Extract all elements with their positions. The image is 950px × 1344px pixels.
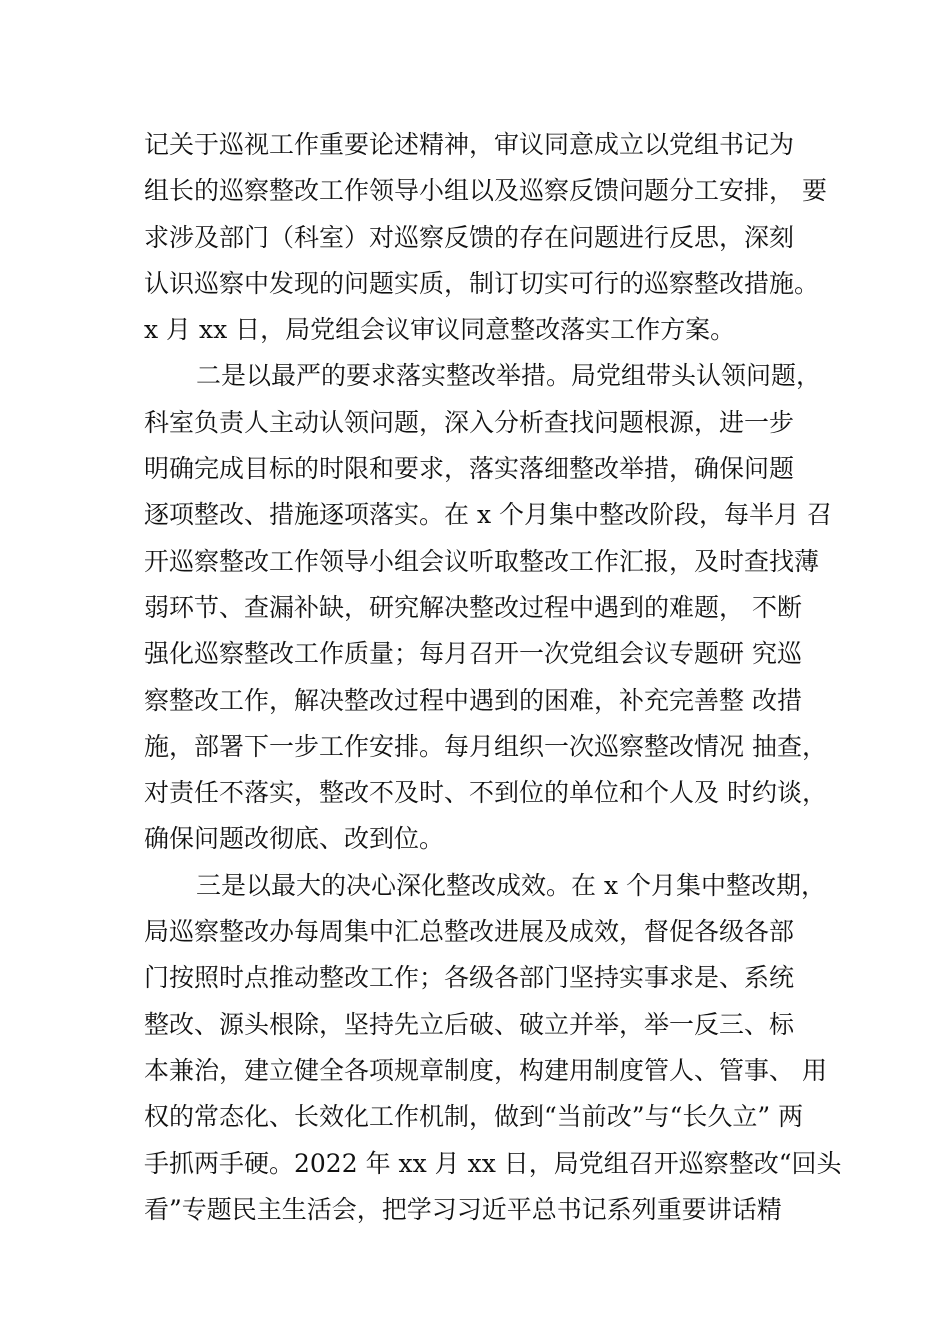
text-line: 强化巡察整改工作质量；每月召开一次党组会议专题研 究巡 xyxy=(144,639,802,669)
text-line: 权的常态化、长效化工作机制，做到“当前改”与“长久立” 两 xyxy=(144,1102,804,1132)
text-line: 明确完成目标的时限和要求，落实落细整改举措，确保问题 xyxy=(144,454,795,484)
text-line: 局巡察整改办每周集中汇总整改进展及成效，督促各级各部 xyxy=(144,917,795,947)
text-line: 逐项整改、措施逐项落实。在 x 个月集中整改阶段，每半月 召 xyxy=(144,500,832,530)
text-line: x 月 xx 日，局党组会议审议同意整改落实工作方案。 xyxy=(144,315,736,345)
text-line: 开巡察整改工作领导小组会议听取整改工作汇报，及时查找薄 xyxy=(144,546,820,576)
text-line: 弱环节、查漏补缺，研究解决整改过程中遇到的难题， 不断 xyxy=(144,592,802,622)
text-line: 对责任不落实，整改不及时、不到位的单位和个人及 时约谈， xyxy=(144,778,827,808)
text-line: 手抓两手硬。2022 年 xx 月 xx 日，局党组召开巡察整改“回头 xyxy=(144,1148,842,1178)
paragraph-start-line: 二是以最严的要求落实整改举措。局党组带头认领问题， xyxy=(196,361,822,391)
text-line: 求涉及部门（科室）对巡察反馈的存在问题进行反思，深刻 xyxy=(144,222,795,252)
document-body xyxy=(144,122,844,1233)
paragraph-start-line: 三是以最大的决心深化整改成效。在 x 个月集中整改期， xyxy=(196,870,826,900)
text-line: 组长的巡察整改工作领导小组以及巡察反馈问题分工安排， 要 xyxy=(144,176,827,206)
text-line: 门按照时点推动整改工作；各级各部门坚持实事求是、系统 xyxy=(144,963,795,993)
text-line: 确保问题改彻底、改到位。 xyxy=(144,824,445,854)
text-line: 施，部署下一步工作安排。每月组织一次巡察整改情况 抽查， xyxy=(144,731,827,761)
text-line: 记关于巡视工作重要论述精神，审议同意成立以党组书记为 xyxy=(144,130,795,159)
text-line: 察整改工作，解决整改过程中遇到的困难，补充完善整 改措 xyxy=(144,685,802,715)
text-line: 看”专题民主生活会，把学习习近平总书记系列重要讲话精 xyxy=(144,1194,782,1224)
text-line: 整改、源头根除，坚持先立后破、破立并举，举一反三、标 xyxy=(144,1009,795,1039)
text-line: 科室负责人主动认领问题，深入分析查找问题根源，进一步 xyxy=(144,407,795,437)
text-line: 本兼治，建立健全各项规章制度，构建用制度管人、管事、 用 xyxy=(144,1055,827,1085)
text-line: 认识巡察中发现的问题实质，制订切实可行的巡察整改措施。 xyxy=(144,268,820,298)
